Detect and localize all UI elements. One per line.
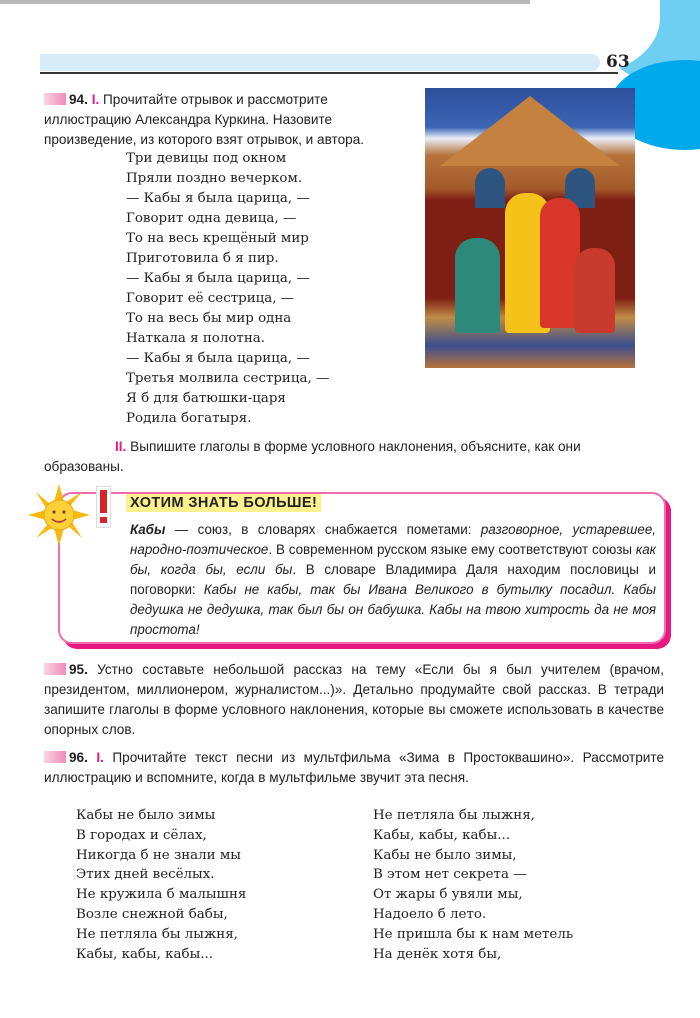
song-column-right xyxy=(373,806,573,964)
poem-line: Возле снежной бабы, xyxy=(76,906,228,922)
task-marker-icon xyxy=(44,663,66,675)
poem-line: То на весь бы мир одна xyxy=(126,311,292,326)
poem-line: — Кабы я была царица, — xyxy=(126,191,310,206)
poem-line: Третья молвила сестрица, — xyxy=(126,371,330,386)
poem-line: Три девицы под окном xyxy=(126,151,287,166)
task-96 xyxy=(44,748,664,788)
poem-line: От жары б увяли мы, xyxy=(373,887,523,903)
task-text: Устно составьте небольшой рассказ на тему «Если бы я был учителем (врачом, президентом, миллионером, журналистом...)». Детально продумайте свой рассказ. В тетради запишите глаголы в форме условного наклонения, которые вы сможете использовать в качестве опорных слов. xyxy=(44,662,664,737)
poem-line: Не петляла бы лыжня, xyxy=(373,808,535,823)
task-marker-icon xyxy=(44,751,66,763)
poem-line: На денёк хотя бы, xyxy=(373,946,502,962)
part-roman-numeral: II. xyxy=(115,439,127,454)
page-number: 63 xyxy=(606,52,630,72)
info-box-text xyxy=(76,520,656,640)
poem-line: Говорит её сестрица, — xyxy=(126,291,295,306)
poem-line: Кабы не было зимы xyxy=(76,808,216,823)
task-94-instructions xyxy=(44,90,416,150)
text-run: . В словаре Владимира Даля находим пословицы и поговорки: xyxy=(130,562,656,597)
task-marker-icon xyxy=(44,93,66,105)
term: Кабы xyxy=(130,522,166,537)
info-box-title: ХОТИМ ЗНАТЬ БОЛЬШЕ! xyxy=(126,494,321,512)
poem-line: В этом нет секрета — xyxy=(373,867,527,883)
poem-line: Я б для батюшки-царя xyxy=(126,391,286,406)
task-95 xyxy=(44,660,664,740)
poem-line: Этих дней весёлых. xyxy=(76,867,215,883)
poem-line: В городах и сёлах, xyxy=(76,827,207,843)
task-text: Прочитайте текст песни из мультфильма «Зима в Простоквашино». Рассмотрите иллюстрацию и вспомните, когда в мультфильме звучит эта песня. xyxy=(44,750,664,785)
poem-line: Надоело б лето. xyxy=(373,906,487,922)
poem-line: Родила богатыря. xyxy=(126,411,252,426)
italic-run: Кабы не кабы, так бы Ивана Великого в бутылку посадил. Кабы дедушка не дедушка, так был бы он бабушка. Кабы на твою хитрость да не моя простота! xyxy=(130,582,656,637)
window-shape xyxy=(475,168,505,208)
roof-shape xyxy=(440,96,620,166)
poem-line: Не пришла бы к нам метель xyxy=(373,926,574,942)
poem-line: То на весь крещёный мир xyxy=(126,231,309,246)
header-rule xyxy=(40,72,618,74)
poem-line: Кабы не было зимы, xyxy=(373,847,517,863)
poem-line: Приготовила б я пир. xyxy=(126,251,279,266)
italic-run: разговорное, устаревшее, народно-поэтическое xyxy=(130,522,657,557)
poem-line: Кабы, кабы, кабы... xyxy=(76,946,214,962)
figure-shape xyxy=(455,238,500,333)
poem-excerpt xyxy=(126,149,329,429)
illustration xyxy=(425,88,635,368)
task-text: Выпишите глаголы в форме условного наклонения, объясните, как они образованы. xyxy=(44,439,581,474)
figure-shape xyxy=(575,248,615,333)
song-column-left xyxy=(76,806,246,964)
poem-line: Не кружила б малышня xyxy=(76,887,247,903)
poem-line: Не петляла бы лыжня, xyxy=(76,926,238,942)
task-number: 94. xyxy=(69,92,88,107)
poem-line: — Кабы я была царица, — xyxy=(126,351,310,366)
task-94-part-2 xyxy=(44,437,664,477)
part-roman-numeral: I. xyxy=(96,750,104,765)
header-band xyxy=(40,54,600,71)
text-run: . В современном русском языке ему соответствуют союзы xyxy=(268,542,636,557)
poem-line: Кабы, кабы, кабы... xyxy=(373,827,511,843)
figure-shape xyxy=(540,198,580,328)
part-roman-numeral: I. xyxy=(91,92,100,107)
task-text: Прочитайте отрывок и рассмотрите иллюстрацию Александра Куркина. Назовите произведение, из которого взят отрывок, и автора. xyxy=(44,92,365,147)
task-number: 96. xyxy=(69,750,88,765)
poem-line: Говорит одна девица, — xyxy=(126,211,297,226)
text-run: — союз, в словарях снабжается пометами: xyxy=(165,522,481,537)
poem-line: Наткала я полотна. xyxy=(126,331,265,346)
italic-run: как бы, когда бы, если бы xyxy=(130,542,656,577)
poem-line: Пряли поздно вечерком. xyxy=(126,171,303,186)
task-number: 95. xyxy=(69,662,88,677)
poem-line: — Кабы я была царица, — xyxy=(126,271,310,286)
poem-line: Никогда б не знали мы xyxy=(76,847,241,863)
